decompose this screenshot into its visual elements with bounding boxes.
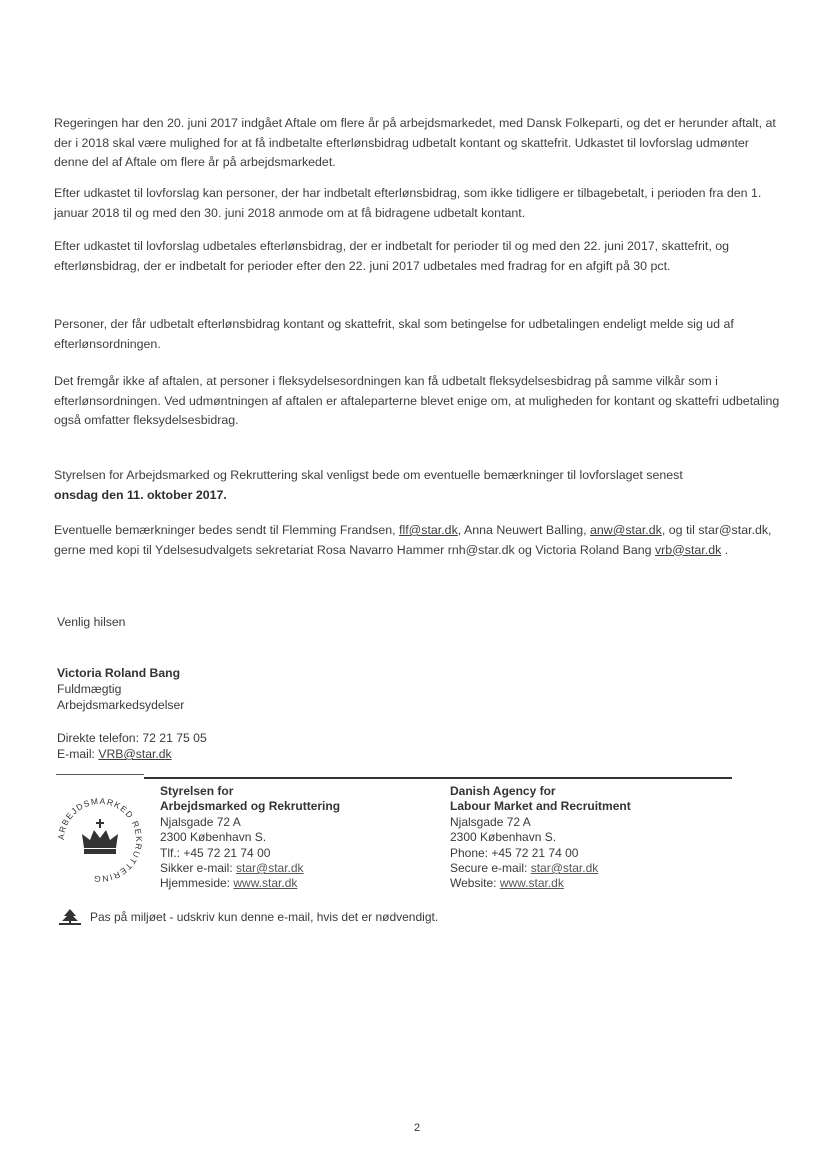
- paragraph-contact: [54, 521, 784, 560]
- signature-phone: Direkte telefon: 72 21 75 05: [57, 731, 207, 745]
- signature-title: Fuldmægtig: [57, 682, 122, 696]
- footer-en-street: Njalsgade 72 A: [450, 814, 531, 829]
- footer-da-web-label: Hjemmeside:: [160, 876, 234, 891]
- email-link-flf[interactable]: flf@star.dk: [399, 523, 458, 537]
- footer-english: [450, 784, 631, 892]
- divider-footer: [144, 777, 732, 779]
- signature-contact: [57, 730, 207, 762]
- signature-block: [57, 665, 184, 713]
- deadline-text: Styrelsen for Arbejdsmarked og Rekruttering skal venligst bede om eventuelle bemærkninger til lovforslaget senest: [54, 468, 683, 482]
- footer-da-street: Njalsgade 72 A: [160, 814, 241, 829]
- eco-note: [58, 908, 438, 926]
- footer-en-line2: Labour Market and Recruitment: [450, 799, 631, 814]
- contact-text-4: .: [721, 542, 729, 557]
- page-number: 2: [414, 1122, 421, 1134]
- tree-icon: [58, 908, 82, 926]
- contact-text-2: , Anna Neuwert Balling,: [457, 523, 591, 537]
- email-link-anw[interactable]: anw@star.dk: [590, 523, 662, 537]
- eco-note-text: Pas på miljøet - udskriv kun denne e-mail, hvis det er nødvendigt.: [90, 910, 439, 924]
- email-link-vrb[interactable]: vrb@star.dk: [654, 542, 722, 557]
- agency-logo: [54, 794, 146, 886]
- greeting: Venlig hilsen: [57, 615, 126, 629]
- paragraph-agreement: Regeringen har den 20. juni 2017 indgået Aftale om flere år på arbejdsmarkedet, med Dansk Folkeparti, og det er herunder aftalt, at der i 2018 skal være mulighed for at få indbetalte efterlønsbidrag udbetalt kontant og skattefrit. Udkastet til lovforslag udmønter denne del af Aftale om flere år på arbejdsmarkedet.: [54, 116, 776, 169]
- footer-da-line1: Styrelsen for: [160, 784, 234, 798]
- footer-en-phone: Phone: +45 72 21 74 00: [450, 845, 579, 860]
- signature-email-label: E-mail:: [57, 747, 99, 761]
- deadline-date: onsdag den 11. oktober 2017.: [54, 487, 227, 502]
- footer-en-secure-label: Secure e-mail:: [450, 861, 531, 876]
- contact-text-1: Eventuelle bemærkninger bedes sendt til Flemming Frandsen,: [54, 523, 400, 537]
- signature-name: Victoria Roland Bang: [57, 666, 181, 680]
- paragraph-flex-benefit: Det fremgår ikke af aftalen, at personer i fleksydelsesordningen kan få udbetalt fleksydelsesbidrag på samme vilkår som i efterlønsordningen. Ved udmøntningen af aftalen er aftaleparterne blevet enige om, at muligheden for kontant og skattefri udbetaling også omfatter fleksydelsesbidrag.: [54, 374, 780, 427]
- footer-da-secure-label: Sikker e-mail:: [160, 861, 237, 876]
- footer-en-website-link[interactable]: www.star.dk: [499, 876, 564, 891]
- footer-da-secure-email[interactable]: star@star.dk: [236, 861, 304, 876]
- footer-da-phone: Tlf.: +45 72 21 74 00: [160, 845, 271, 860]
- paragraph-tax-rules: Efter udkastet til lovforslag udbetales efterlønsbidrag, der er indbetalt for perioder til og med den 22. juni 2017, skattefrit, og efterlønsbidrag, der er indbetalt for perioder efter den 22. juni 2017 udbetales med fradrag for en afgift på 30 pct.: [54, 239, 729, 273]
- footer-da-line2: Arbejdsmarked og Rekruttering: [160, 799, 341, 814]
- paragraph-unsubscribe: Personer, der får udbetalt efterlønsbidrag kontant og skattefrit, skal som betingelse for udbetalingen endeligt melde sig ud af efterlønsordningen.: [54, 317, 734, 351]
- footer-en-city: 2300 København S.: [450, 830, 557, 845]
- footer-en-line1: Danish Agency for: [450, 784, 556, 798]
- logo-ring-text: ARBEJDSMARKED REKRUTTERING: [55, 795, 145, 885]
- footer-da-website-link[interactable]: www.star.dk: [233, 876, 298, 891]
- footer-en-secure-email[interactable]: star@star.dk: [530, 861, 599, 876]
- paragraph-deadline: [54, 466, 784, 505]
- contact-text-3: , og til star@star.dk, gerne med kopi til Ydelsesudvalgets sekretariat Rosa Navarro Hammer rnh@star.dk og Victoria Roland Bang: [54, 523, 772, 557]
- footer-en-web-label: Website:: [450, 876, 500, 891]
- signature-department: Arbejdsmarkedsydelser: [57, 698, 185, 712]
- paragraph-request-period: Efter udkastet til lovforslag kan personer, der har indbetalt efterlønsbidrag, som ikke tidligere er tilbagebetalt, i perioden fra den 1. januar 2018 til og med den 30. juni 2018 anmode om at få bidragene udbetalt kontant.: [54, 186, 762, 220]
- footer-da-city: 2300 København S.: [160, 830, 267, 845]
- crown-icon: [82, 819, 118, 854]
- signature-email-link[interactable]: VRB@star.dk: [98, 747, 172, 761]
- footer-danish: [160, 784, 340, 892]
- divider-short: [56, 774, 144, 775]
